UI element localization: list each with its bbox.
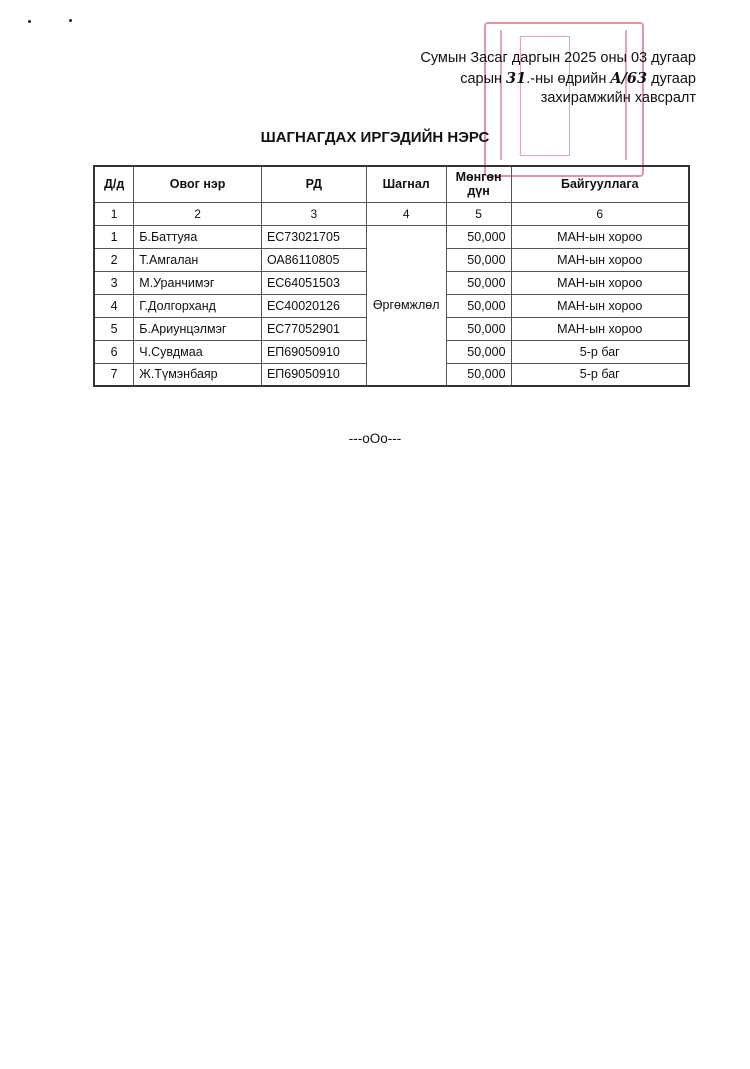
row-no: 1 <box>94 225 134 248</box>
row-name: М.Уранчимэг <box>134 271 262 294</box>
row-org: МАН-ын хороо <box>511 317 689 340</box>
header-line-1: Сумын Засаг даргын 2025 оны 03 дугаар <box>420 50 696 66</box>
row-no: 3 <box>94 271 134 294</box>
row-rd: ОА86110805 <box>261 248 366 271</box>
row-name: Т.Амгалан <box>134 248 262 271</box>
header-line-2-middle: .-ны өдрийн <box>526 70 611 87</box>
row-org: МАН-ын хороо <box>511 271 689 294</box>
row-rd: ЕС77052901 <box>261 317 366 340</box>
row-name: Ж.Түмэнбаяр <box>134 363 262 386</box>
row-name: Ч.Сувдмаа <box>134 340 262 363</box>
column-number: 1 <box>94 202 134 225</box>
scan-dot <box>28 20 31 23</box>
row-amount: 50,000 <box>446 317 511 340</box>
row-no: 6 <box>94 340 134 363</box>
decree-header <box>420 49 696 109</box>
row-rd: ЕС73021705 <box>261 225 366 248</box>
row-amount: 50,000 <box>446 271 511 294</box>
award-merged-cell: Өргөмжлөл <box>366 225 446 386</box>
table-row <box>94 225 689 248</box>
row-name: Г.Долгорханд <box>134 294 262 317</box>
row-rd: ЕП69050910 <box>261 363 366 386</box>
row-org: 5-р баг <box>511 340 689 363</box>
row-no: 7 <box>94 363 134 386</box>
header-org: Байгууллага <box>511 166 689 202</box>
scan-dot <box>69 19 72 22</box>
end-mark: ---oOo--- <box>348 431 402 446</box>
row-org: МАН-ын хороо <box>511 225 689 248</box>
header-no: Д/д <box>94 166 134 202</box>
document-title: ШАГНАГДАХ ИРГЭДИЙН НЭРС <box>260 129 490 146</box>
header-line-3: захирамжийн хавсралт <box>540 90 696 106</box>
row-org: МАН-ын хороо <box>511 294 689 317</box>
row-amount: 50,000 <box>446 363 511 386</box>
header-line-2-prefix: сарын <box>460 70 507 87</box>
column-number: 4 <box>366 202 446 225</box>
column-number: 3 <box>261 202 366 225</box>
row-amount: 50,000 <box>446 340 511 363</box>
row-no: 2 <box>94 248 134 271</box>
row-rd: ЕС40020126 <box>261 294 366 317</box>
row-rd: ЕС64051503 <box>261 271 366 294</box>
header-name: Овог нэр <box>134 166 262 202</box>
header-amount: Мөнгөн дүн <box>446 166 511 202</box>
row-name: Б.Ариунцэлмэг <box>134 317 262 340</box>
row-amount: 50,000 <box>446 248 511 271</box>
column-number: 6 <box>511 202 689 225</box>
row-org: МАН-ын хороо <box>511 248 689 271</box>
row-amount: 50,000 <box>446 225 511 248</box>
row-org: 5-р баг <box>511 363 689 386</box>
column-number: 2 <box>134 202 262 225</box>
table-header-row <box>94 166 689 202</box>
row-rd: ЕП69050910 <box>261 340 366 363</box>
row-amount: 50,000 <box>446 294 511 317</box>
row-name: Б.Баттуяа <box>134 225 262 248</box>
header-award: Шагнал <box>366 166 446 202</box>
awardees-table <box>93 165 690 387</box>
row-no: 4 <box>94 294 134 317</box>
row-no: 5 <box>94 317 134 340</box>
column-number-row <box>94 202 689 225</box>
handwritten-day: 31 <box>506 69 527 87</box>
header-rd: РД <box>261 166 366 202</box>
header-line-2-suffix: дугаар <box>647 70 696 87</box>
header-line-2 <box>420 69 696 90</box>
handwritten-order-number: A/63 <box>610 69 648 87</box>
column-number: 5 <box>446 202 511 225</box>
